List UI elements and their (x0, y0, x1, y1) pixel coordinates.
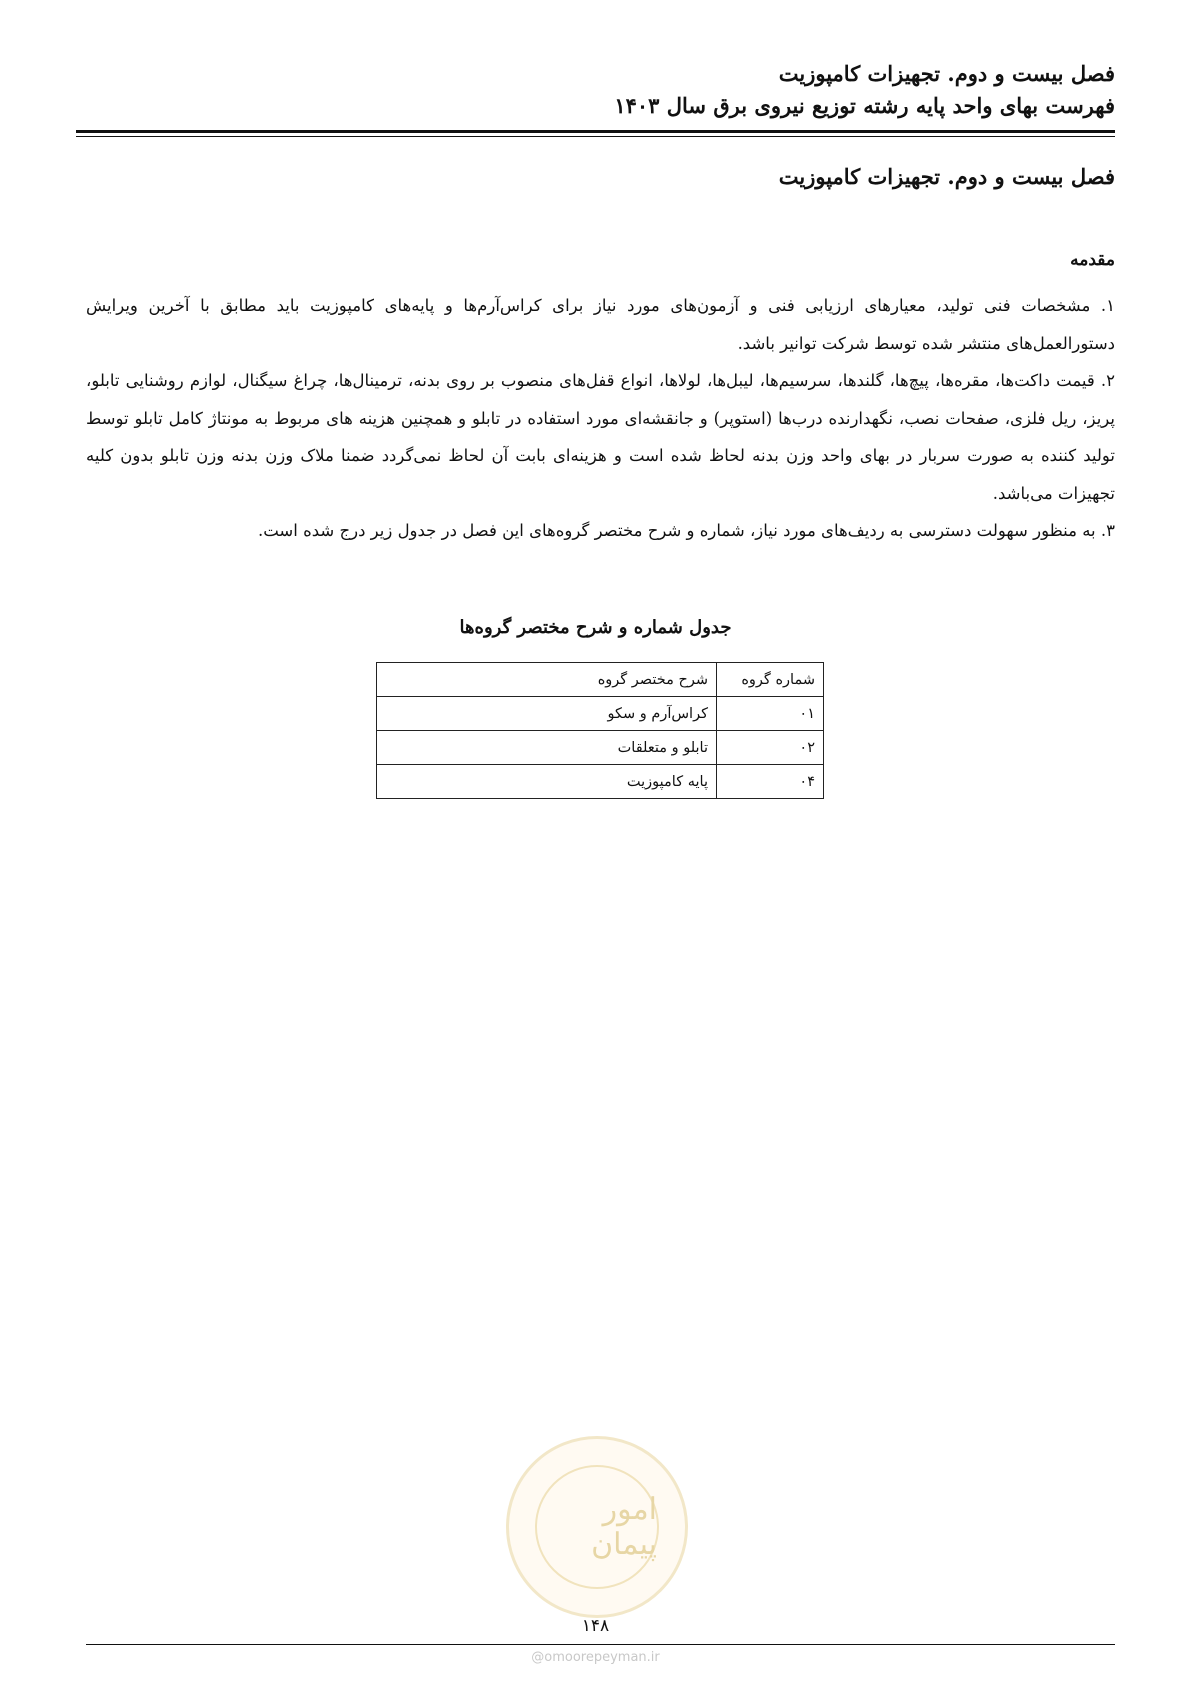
group-description-cell: تابلو و متعلقات (377, 731, 717, 765)
footer-site-handle: @omoorepeyman.ir (531, 1650, 660, 1665)
intro-paragraph-2: ۲. قیمت داکت‌ها، مقره‌ها، پیچ‌ها، گلندها، سرسیم‌ها، لیبل‌ها، لولاها، انواع قفل‌های منصوب بر روی بدنه، ترمینال‌ها، چراغ سیگنال، لوازم روشنایی تابلو، پریز، ریل فلزی، صفحات نصب، نگهدارنده درب‌ها (استوپر) و جانقشه‌ای مورد استفاده در تابلو و همچنین هزینه های مربوط به مونتاژ کامل تابلو توسط تولید کننده به صورت سربار در بهای واحد وزن بدنه لحاظ شده است و هزینه‌ای بابت آن لحاظ نمی‌گردد ضمنا ملاک وزن بدنه وزن تابلو بدون کلیه تجهیزات می‌باشد. (86, 371, 1115, 503)
column-header-group-description: شرح مختصر گروه (377, 663, 717, 697)
table-header-row (377, 663, 824, 697)
header-catalog-title: فهرست بهای واحد پایه رشته توزیع نیروی برق سال ۱۴۰۳ (614, 93, 1115, 118)
table-row (377, 697, 824, 731)
group-number-cell: ۰۲ (717, 731, 824, 765)
header-rule-thin (76, 136, 1115, 137)
watermark-seal-logo (506, 1436, 688, 1618)
table-title: جدول شماره و شرح مختصر گروه‌ها (459, 617, 732, 638)
header-chapter-title: فصل بیست و دوم. تجهیزات کامپوزیت (778, 61, 1115, 86)
section-title: فصل بیست و دوم. تجهیزات کامپوزیت (778, 164, 1115, 189)
table-row (377, 765, 824, 799)
intro-paragraph-3: ۳. به منظور سهولت دسترسی به ردیف‌های مورد نیاز، شماره و شرح مختصر گروه‌های این فصل در جدول زیر درج شده است. (257, 521, 1115, 540)
footer-rule (86, 1644, 1115, 1645)
intro-paragraph-1: ۱. مشخصات فنی تولید، معیارهای ارزیابی فنی و آزمون‌های مورد نیاز برای کراس‌آرم‌ها و پایه‌های کامپوزیت باید مطابق با آخرین ویرایش دستورالعمل‌های منتشر شده توسط شرکت توانیر باشد. (86, 296, 1115, 353)
page-number: ۱۴۸ (581, 1616, 610, 1636)
group-number-cell: ۰۴ (717, 765, 824, 799)
intro-heading: مقدمه (1070, 250, 1115, 270)
page-header (76, 58, 1115, 122)
groups-table (376, 662, 824, 799)
table-row (377, 731, 824, 765)
watermark-seal-text: امور پیمان (535, 1465, 659, 1589)
column-header-group-number: شماره گروه (717, 663, 824, 697)
header-rule-thick (76, 130, 1115, 133)
group-description-cell: پایه کامپوزیت (377, 765, 717, 799)
group-number-cell: ۰۱ (717, 697, 824, 731)
group-description-cell: کراس‌آرم و سکو (377, 697, 717, 731)
